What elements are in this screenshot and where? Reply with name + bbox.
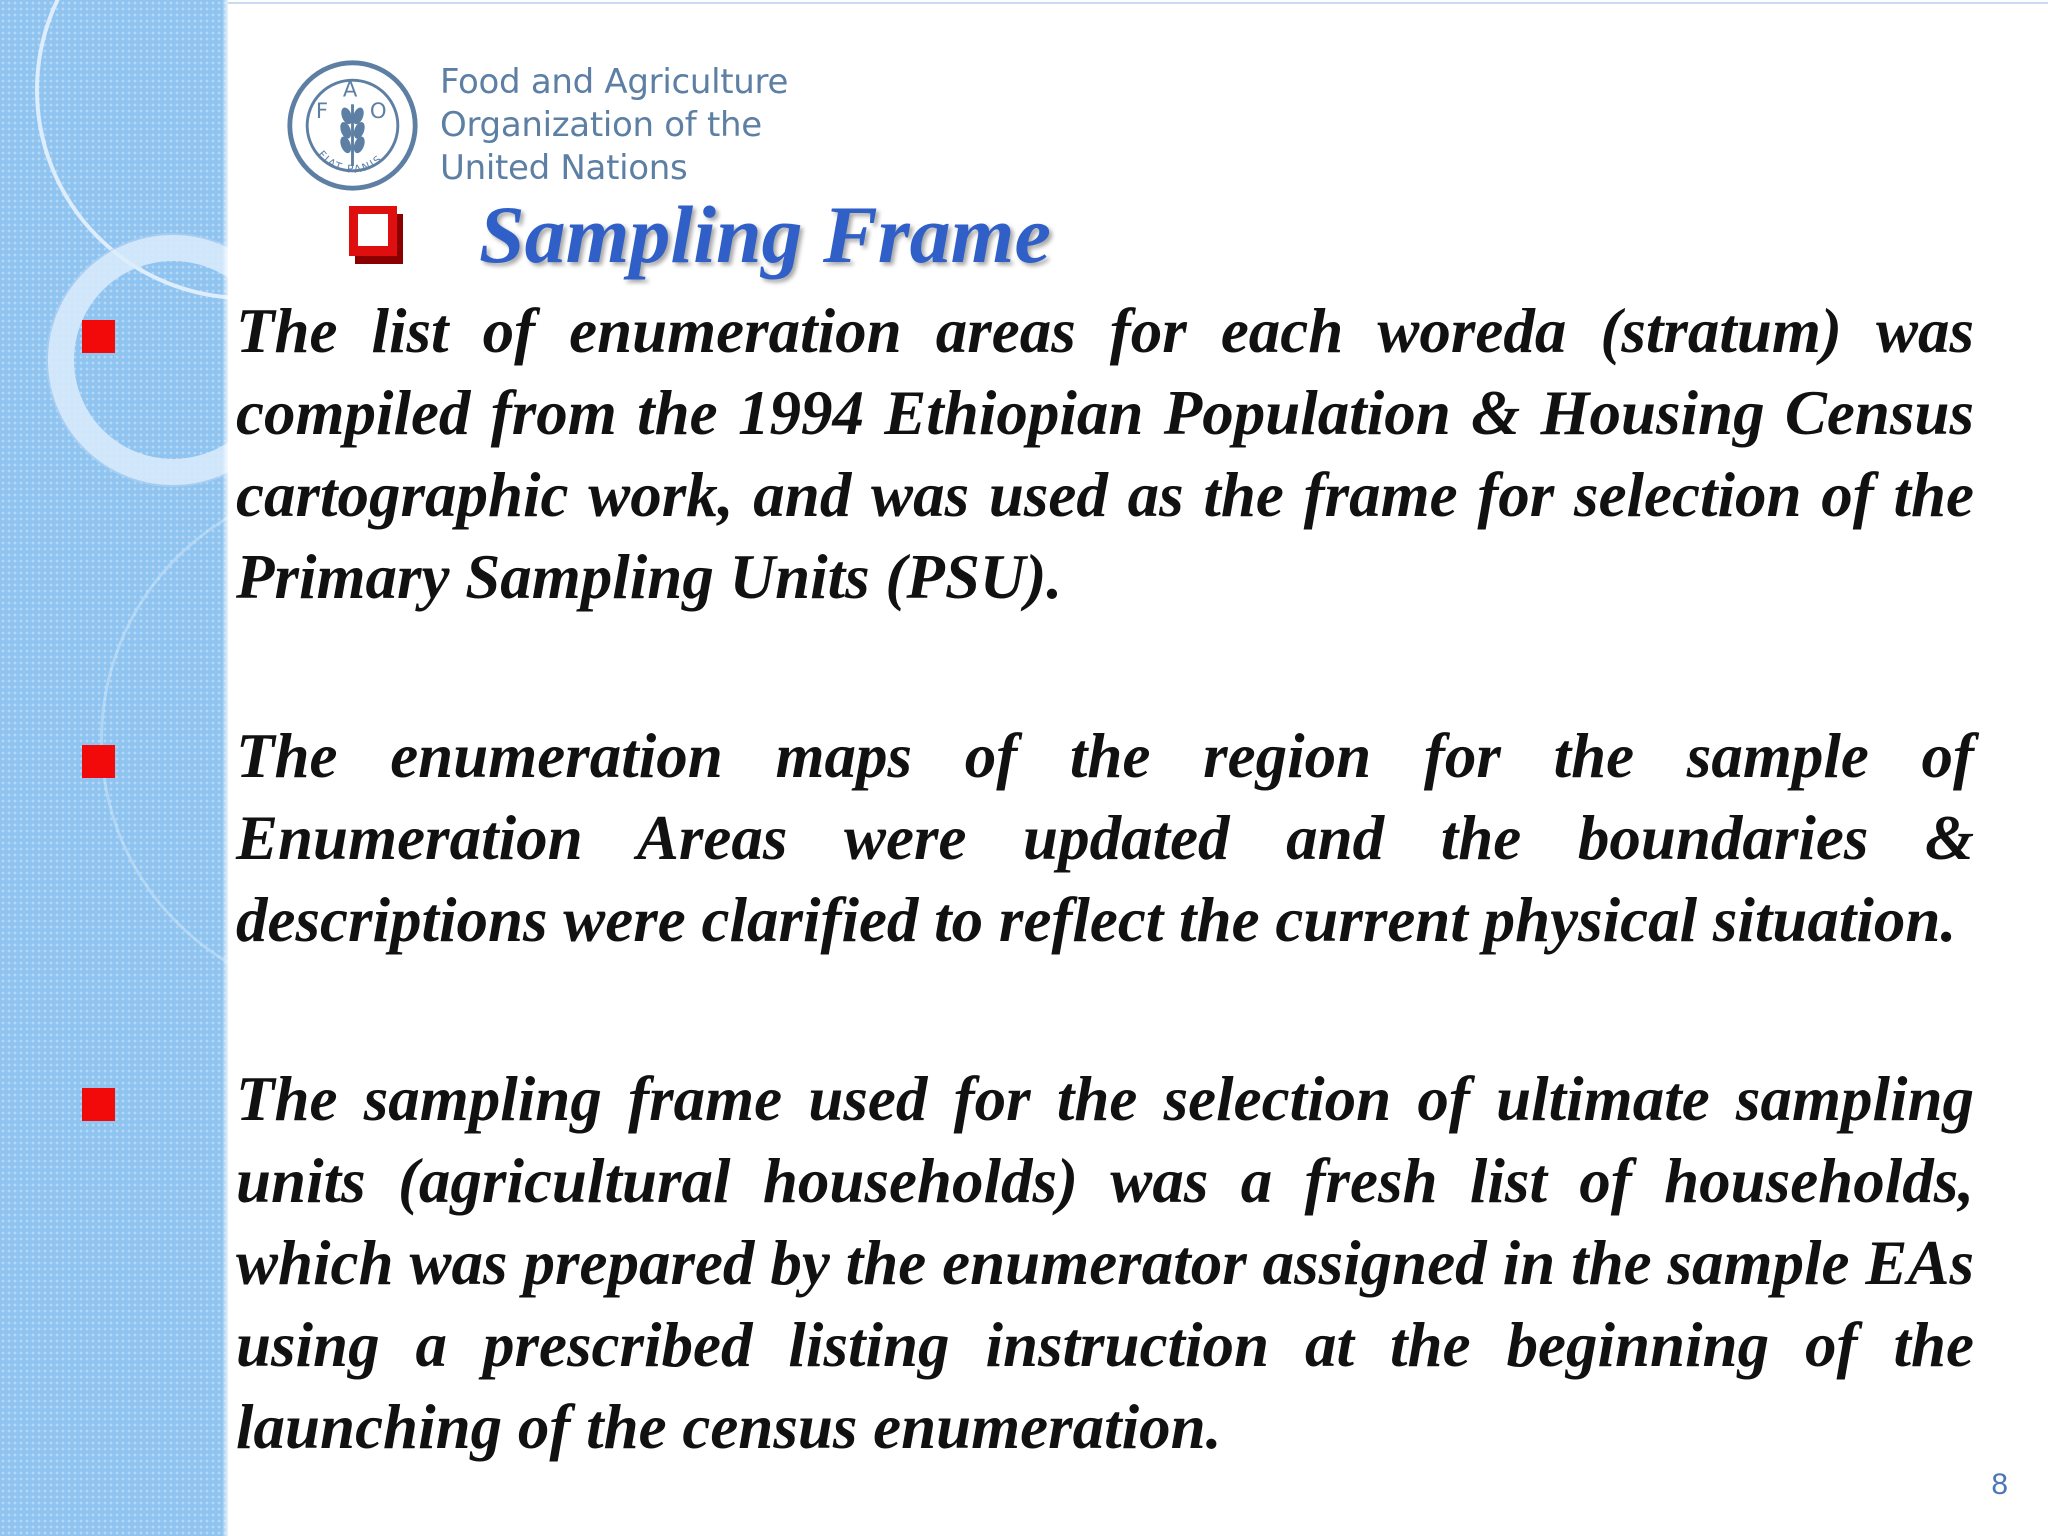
fao-emblem-icon <box>285 58 420 193</box>
checkbox-icon <box>345 200 409 270</box>
org-name-line: Food and Agriculture <box>440 62 789 102</box>
decorative-ring <box>48 235 228 485</box>
organization-name <box>440 61 788 190</box>
page-number: 8 <box>1991 1468 2008 1501</box>
bullet-text: The enumeration maps of the region for the sample of Enumeration Areas were updated and the boundaries & descriptions were clarified to reflect the current physical situation. <box>236 721 1974 955</box>
emblem-letter-o: O <box>369 98 387 124</box>
emblem-letter-a: A <box>342 77 358 103</box>
bullet-square-icon <box>82 1088 115 1121</box>
bullet-text: The sampling frame used for the selection of ultimate sampling units (agricultural households) was a fresh list of households, which was prepared by the enumerator assigned in the sample EAs using a prescribed listing instruction at the beginning of the launching of the census enumeration. <box>236 1064 1974 1462</box>
title-row <box>345 190 1051 280</box>
bullet-square-icon <box>82 320 115 353</box>
slide-title: Sampling Frame <box>479 189 1051 280</box>
bullet-text: The list of enumeration areas for each woreda (stratum) was compiled from the 1994 Ethiopian Population & Housing Census cartographic work, and was used as the frame for selection of the Primary Sampling Units (PSU). <box>236 296 1974 612</box>
bullet-square-icon <box>82 745 115 778</box>
emblem-letter-f: F <box>315 98 329 124</box>
top-border-line <box>228 2 2048 4</box>
decorative-ring <box>100 480 228 1000</box>
org-name-line: United Nations <box>440 148 688 188</box>
org-name-line: Organization of the <box>440 105 762 145</box>
fao-logo <box>285 58 788 193</box>
emblem-motto: FIAT PANIS <box>315 148 386 176</box>
